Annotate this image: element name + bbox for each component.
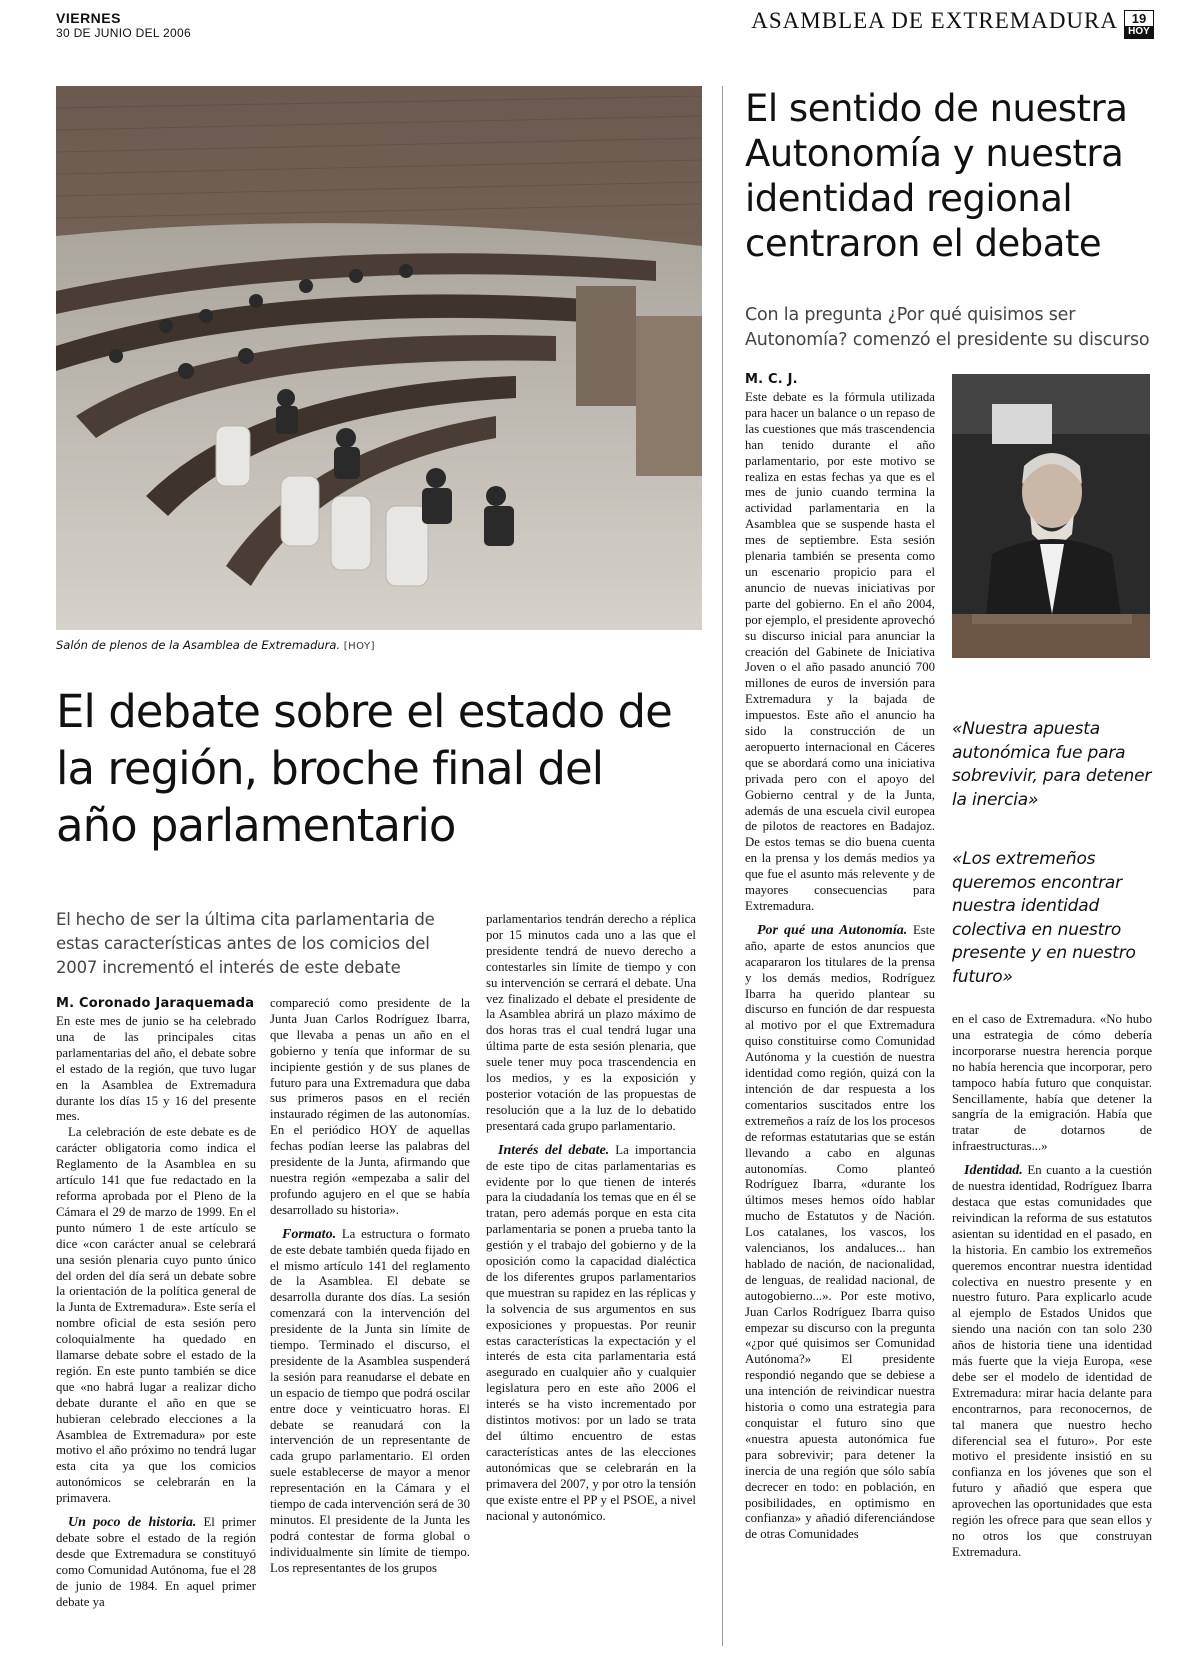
subhead: Formato.	[282, 1226, 337, 1242]
paragraph: La celebración de este debate es de carácter obligatoria como indica el Reglamento de la Asamblea en su artículo 141 que fue redactado en la reforma aprobada por el Pleno de la Cámara el 29 de marzo de 1999. En el punto número 1 de este artículo se dice «con carácter anual se celebrará una sesión plenaria cuyo punto único del orden del día será un debate sobre la orientación de la política general de la Junta de Extremadura». Este sería el nombre oficial de esta sesión pero coloquialmente ha quedado en llamarse debate sobre el estado de la región. En este punto también se dice que «no habrá lugar a realizar dicho debate durante el año en que se hubieran celebrado elecciones a la Asamblea de Extremadura» por este motivo el año próximo no tendrá lugar esta cita ya que los comicios autonómicos se celebrarán en la primavera.	[56, 1125, 256, 1506]
paragraph: en el caso de Extremadura. «No hubo una estrategia de cómo debería incorporarse nuestra herencia porque no había herencia que incorporar, pero tampoco había futuro que conquistar. Sencillamente, había que detener la sangría de la emigración. Había que tratar de dotarnos de infraestructuras...»	[952, 1012, 1152, 1154]
paragraph-text: Este año, aparte de estos anuncios que acapararon los titulares de la prensa y los demás medios, Rodríguez Ibarra ha querido plantear su discurso en función de dar respuesta al motivo por el que Extremadura quiso constituirse como Comunidad Autónoma y la cuestión de nuestra identidad como región, quizá con la intención de dar respuesta a los comentarios suscitados entre los extremeños a raíz de los los procesos de reformas estatutarias que se están llevando a cabo en algunas autonomías. Como planteó Rodríguez Ibarra, «durante los últimos meses hemos oído hablar mucho de Estatutos y de Nación. Los catalanes, los vascos, los valencianos, los andaluces... han hablado de nación, de nacionalidad, de lenguas, de realidad nacional, de autogobierno...». Por este motivo, Juan Carlos Rodríguez Ibarra quiso empezar su discurso con la pregunta «¿por qué quisimos ser Comunidad Autónoma?» El presidente respondió negando que se debiese a una intención de reivindicar nuestra historia o como una estrategia para conquistar el futuro sino que «nuestra apuesta autonómica fue para sobrevivir; para detener la inercia de una región que sólo sabía decrecer en todo: en población, en posibilidades, en optimismo en confianza» y añadió diferenciándose de otras Comunidades	[745, 922, 935, 1542]
paragraph: En este mes de junio se ha celebrado una de las principales citas parlamentarias del año, el debate sobre el estado de la región, que tuvo lugar en la Asamblea de Extremadura durante los días 15 y 16 del presente mes.	[56, 1014, 256, 1124]
main-column-2	[270, 996, 470, 1650]
subhead: Un poco de historia.	[68, 1515, 197, 1531]
paragraph: compareció como presidente de la Junta Juan Carlos Rodríguez Ibarra, que llevaba a penas un año en el gobierno y tenía que informar de su incipiente gestión y de sus planes de futuro para una Extremadura que daba sus primeros pasos en el recién instaurado régimen de las autonomías. En el periódico HOY de aquellas fechas podían leerse las palabras del presidente de la Junta, afirmando que nuestra región «empezaba a salir del profundo agujero en el que se había desarrollado su historia».	[270, 996, 470, 1217]
side-column-1	[745, 390, 935, 1650]
header-date: 30 DE JUNIO DEL 2006	[56, 26, 191, 40]
column-divider	[722, 86, 723, 1646]
publication-logo: HOY	[1125, 26, 1153, 38]
subhead: Interés del debate.	[498, 1142, 610, 1158]
paragraph-text: El primer debate sobre el estado de la región desde que Extremadura se constituyó como Comunidad Autónoma, fue el 28 de junio de 1984. En aquel primer debate ya	[56, 1515, 256, 1609]
pull-quote-2: «Los extremeños queremos encontrar nuestra identidad colectiva en nuestro presente y en nuestro futuro»	[952, 849, 1136, 987]
chamber-photo	[56, 86, 702, 630]
speaker-illustration	[952, 374, 1150, 658]
chamber-illustration	[56, 86, 702, 630]
paragraph	[56, 1515, 256, 1610]
side-column-2	[952, 1012, 1152, 1650]
paragraph	[486, 1143, 696, 1525]
subhead: Identidad.	[964, 1163, 1023, 1179]
header-day: VIERNES	[56, 10, 121, 26]
main-headline: El debate sobre el estado de la región, broche final del año parlamentario	[56, 685, 672, 852]
subhead: Por qué una Autonomía.	[757, 922, 908, 938]
paragraph-text: En cuanto a la cuestión de nuestra identidad, Rodríguez Ibarra destaca que estas comunidades que reivindican la reforma de sus estatutos asientan su identidad en el pasado, en la historia. En cambio los extremeños queremos encontrar nuestra identidad colectiva en nuestro presente y en nuestro futuro. Para explicarlo acude al ejemplo de Estados Unidos que siendo una nación con tan solo 230 años de historia tiene una identidad más fuerte que la vieja Europa, «ese debe ser el modelo de identidad de Extremadura: mirar hacia delante para encontrarnos, para reconocernos, de tal manera que nuestro hecho diferencial sea el futuro». Por este motivo el presidente insistió en su confianza en los jóvenes que son el futuro y añadió que espera que aprovechen las oportunidades que esta región les ofrece para que sean ellos y no otros los que construyan Extremadura.	[952, 1163, 1152, 1559]
paragraph-text: La estructura o formato de este debate también queda fijado en el mismo artículo 141 del reglamento de la Asamblea. El debate se desarrolla durante dos días. La sesión comenzará con la intervención del presidente de la Junta sin límite de tiempo. Terminado el discurso, el presidente de la Asamblea suspenderá la sesión para reanudarse el debate en un espacio de tiempo que podrá oscilar entre doce y veinticuatro horas. El debate se reanudará con la intervención de un representante de cada grupo parlamentario. El orden suele establecerse de mayor a menor representación en la Cámara y el tiempo de cada intervención será de 30 minutos. El presidente de la Junta les podrá contestar de forma global o individualmente sin límite de tiempo. Los representantes de los grupos	[270, 1226, 470, 1575]
side-subtitle: Con la pregunta ¿Por qué quisimos ser Autonomía? comenzó el presidente su discurso	[745, 305, 1150, 350]
main-column-3	[486, 912, 696, 1650]
side-byline: M. C. J.	[745, 372, 798, 387]
section-title: ASAMBLEA DE EXTREMADURA	[751, 8, 1118, 33]
pull-quote-1: «Nuestra apuesta autonómica fue para sobrevivir, para detener la inercia»	[952, 719, 1152, 810]
main-lead: El hecho de ser la última cita parlamentaria de estas características antes de los comicios del 2007 incrementó el interés de este debate	[56, 910, 435, 977]
speaker-photo	[952, 374, 1150, 658]
caption-credit: [HOY]	[343, 641, 376, 652]
caption-text: Salón de plenos de la Asamblea de Extremadura.	[56, 638, 341, 652]
page-number: 19	[1131, 11, 1147, 26]
paragraph-text: La importancia de este tipo de citas parlamentarias es evidente por lo que tienen de interés para la ciudadanía los temas que en él se tratan, pero además porque en esta cita parlamentaria se ponen a prueba tanto la gestión y el trabajo del gobierno y de la oposición como la capacidad dialéctica de los diferentes grupos parlamentarios que muestran su rapidez en las réplicas y la solvencia de sus argumentos en sus exposiciones y propuestas. Por reunir estas características la expectación y el interés de esta cita parlamentaria está asegurado en cualquier año y cualquier legislatura pero en este año 2006 el interés se ha visto incrementado por distintos motivos: por un lado se trata del último encuentro de estas características antes de las elecciones autonómicas que se celebrarán en la primavera del 2007, y por otro la tensión que existe entre el PP y el PSOE, a nivel nacional y autonómico.	[486, 1142, 696, 1523]
paragraph	[270, 1227, 470, 1577]
paragraph	[952, 1163, 1152, 1561]
paragraph: Este debate es la fórmula utilizada para hacer un balance o un repaso de las cuestiones que más trascendencia han tenido durante el año parlamentario, por este motivo se realiza en estas fechas ya que es el mes de junio cuando termina la actividad parlamentaria en la Asamblea que se suspende hasta el mes de septiembre. Esta sesión plenaria también se presenta como un escenario propicio para el anuncio de nuevas iniciativas por parte del gobierno. En el año 2004, por ejemplo, el presidente aprovechó su discurso inicial para anunciar la creación del Gabinete de Iniciativa Joven o el año pasado anunció 700 millones de euros de inversión para Extremadura y la bajada de impuestos. Este año el anuncio ha sido la construcción de un aeropuerto internacional en Cáceres que se abordará como una iniciativa privada pero con el apoyo del Gobierno central y de la Junta, además de una escuela civil europea de pilotos de reactores en Badajoz. De estos temas se dio buena cuenta en la prensa y los demás medios ya que fue el asunto más relevente y de mayores consecuencias para Extremadura.	[745, 390, 935, 913]
main-byline: M. Coronado Jaraquemada	[56, 996, 255, 1011]
main-column-1	[56, 1014, 256, 1650]
side-headline: El sentido de nuestra Autonomía y nuestra identidad regional centraron el debate	[745, 87, 1128, 265]
page-badge	[1124, 10, 1154, 39]
paragraph	[745, 923, 935, 1543]
photo-caption	[56, 638, 696, 652]
paragraph: parlamentarios tendrán derecho a réplica por 15 minutos cada uno a las que el presidente tendrá de nuevo derecho a contestarles sin límite de tiempo y con su intervención se cerrará el debate. Una vez finalizado el debate el presidente de la Asamblea abrirá un plazo máximo de dos horas tras el cual tendrá lugar una última parte de esta sesión plenaria, que suele tener muy poca trascendencia en los medios, y es la exposición y posterior votación de las propuestas de resolución que a la luz de lo debatido presentará cada grupo parlamentario.	[486, 912, 696, 1133]
